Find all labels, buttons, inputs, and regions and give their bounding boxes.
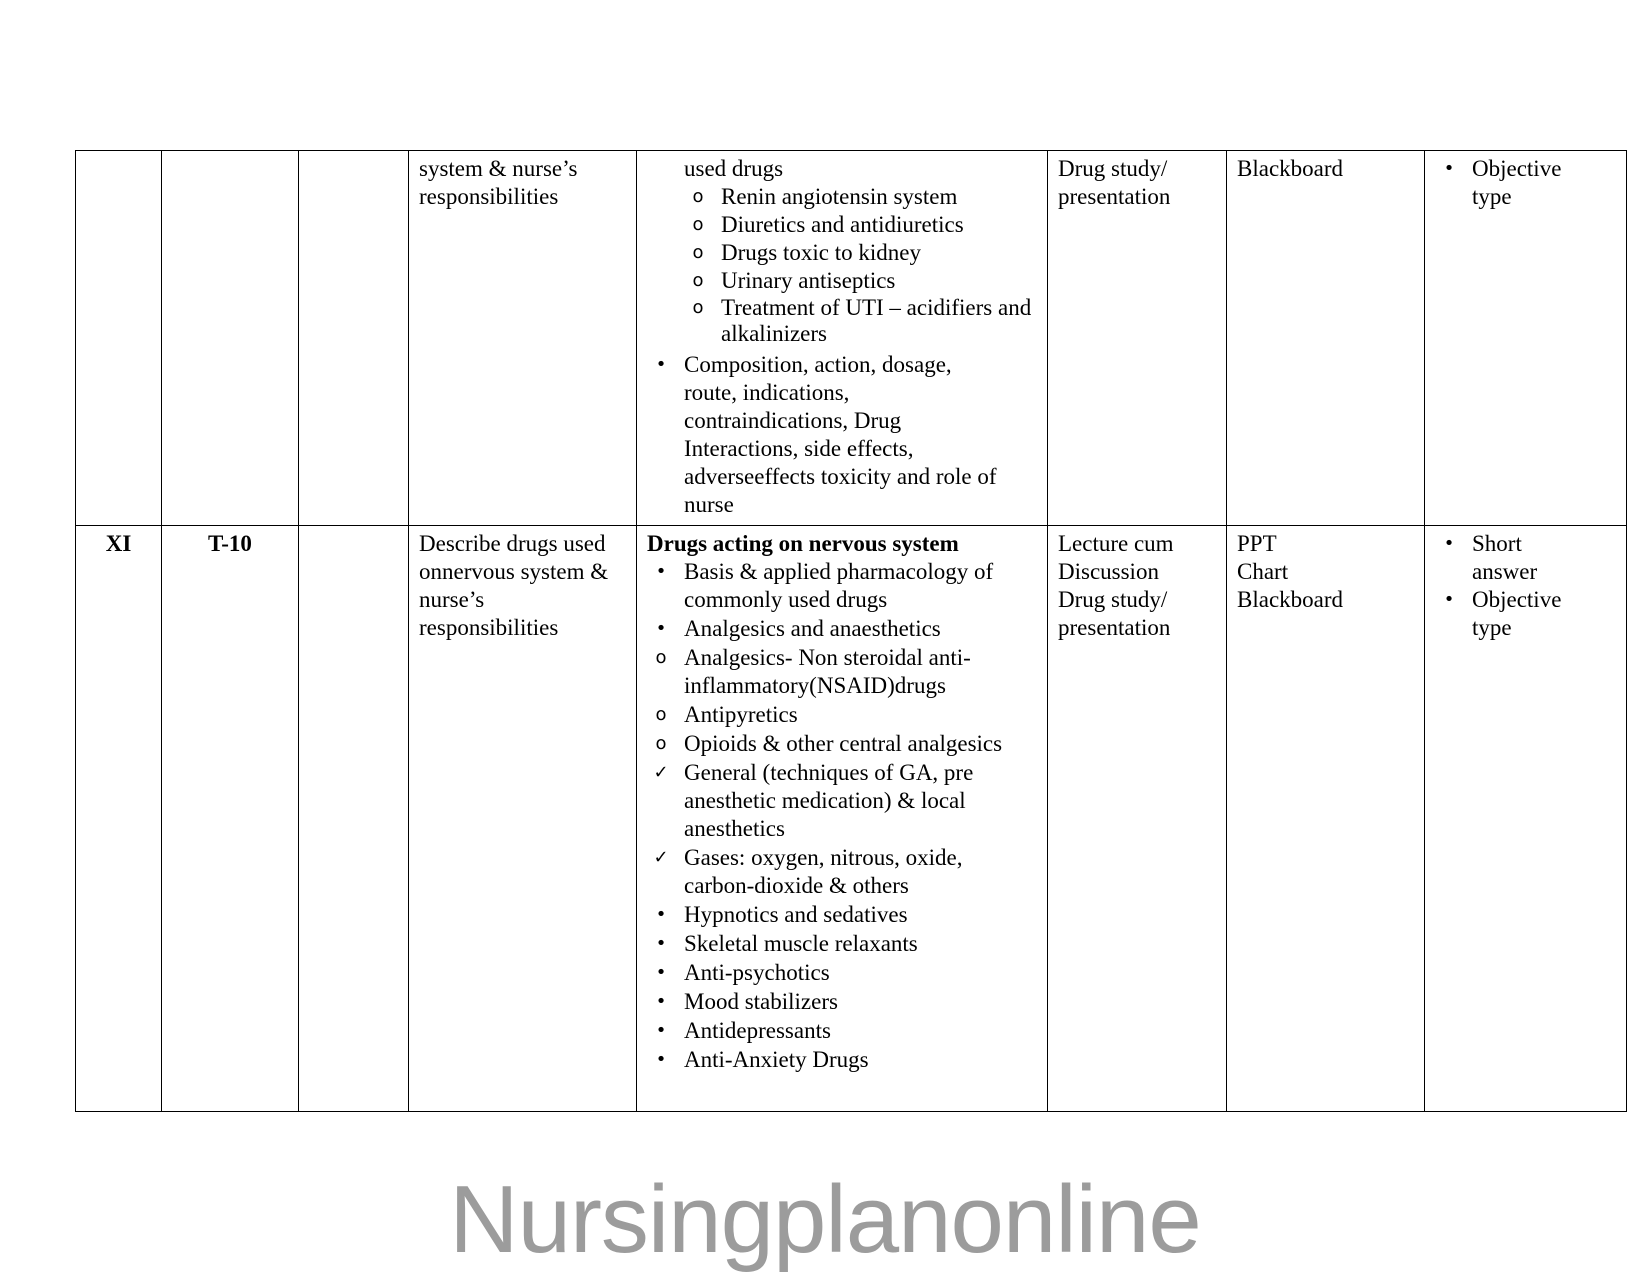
content-cell [637, 151, 1048, 526]
circle-bullet-icon: o [655, 733, 667, 754]
content-cell [637, 526, 1048, 1112]
list-item: • Short answer [1435, 530, 1576, 586]
list-item: • Skeletal muscle relaxants [647, 930, 1037, 958]
content-bullets [647, 351, 1037, 519]
circle-bullet-icon: o [692, 186, 704, 207]
list-item: o Renin angiotensin system [684, 183, 1037, 211]
list-item: o Treatment of UTI – acidifiers and alkalinizers [684, 295, 1037, 347]
method-line: Lecture cum [1058, 531, 1174, 556]
watermark: Nursingplanonline [449, 1166, 1201, 1273]
circle-bullet-icon: o [692, 214, 704, 235]
list-item: o Opioids & other central analgesics [647, 730, 1037, 758]
list-item: o Diuretics and antidiuretics [684, 211, 1037, 239]
blank-cell [299, 526, 409, 1112]
list-item: • Hypnotics and sedatives [647, 901, 1037, 929]
list-item: • Composition, action, dosage, route, indications, contraindications, Drug Interactions, side effects, adverseeffects toxicity and role of nurse [647, 351, 1037, 519]
content-intro: used drugs [684, 156, 784, 181]
checkmark-icon: ✓ [653, 762, 669, 783]
bullet-icon: • [655, 561, 667, 582]
bullet-icon: • [655, 354, 667, 375]
list-item: • Mood stabilizers [647, 988, 1037, 1016]
circle-bullet-icon: o [655, 647, 667, 668]
content-sublist [684, 183, 1037, 347]
evaluation-cell [1425, 151, 1627, 526]
objective-cell: Describe drugs used onnervous system & nurse’s responsibilities [409, 526, 637, 1112]
lesson-plan-table [75, 150, 1627, 1112]
list-item: • Anti-psychotics [647, 959, 1037, 987]
evaluation-list [1435, 530, 1616, 642]
bullet-icon: • [1443, 158, 1455, 179]
circle-bullet-icon: o [655, 704, 667, 725]
list-item: • Anti-Anxiety Drugs [647, 1046, 1037, 1074]
list-item: ✓ General (techniques of GA, pre anesthetic medication) & local anesthetics [647, 759, 1037, 843]
bullet-icon: • [655, 991, 667, 1012]
bullet-icon: • [655, 962, 667, 983]
media-line: Blackboard [1237, 156, 1344, 181]
list-item: o Antipyretics [647, 701, 1037, 729]
methods-cell [1048, 151, 1227, 526]
content-list [647, 558, 1037, 1074]
checkmark-icon: ✓ [653, 847, 669, 868]
list-item: o Analgesics- Non steroidal anti-inflammatory(NSAID)drugs [647, 644, 1037, 700]
methods-cell [1048, 526, 1227, 1112]
bullet-icon: • [1443, 589, 1455, 610]
time-cell: T-10 [162, 526, 299, 1112]
circle-bullet-icon: o [692, 242, 704, 263]
list-item: • Basis & applied pharmacology of commonly used drugs [647, 558, 1037, 614]
media-cell [1227, 151, 1425, 526]
method-line: presentation [1058, 184, 1171, 209]
table-row [76, 526, 1627, 1112]
list-item: o Drugs toxic to kidney [684, 239, 1037, 267]
media-line: Blackboard [1237, 587, 1344, 612]
blank-cell [299, 151, 409, 526]
bullet-icon: • [655, 1049, 667, 1070]
bullet-icon: • [1443, 533, 1455, 554]
evaluation-list [1435, 155, 1616, 211]
unit-cell: XI [76, 526, 162, 1112]
media-line: PPT [1237, 531, 1277, 556]
method-line: Drug study/ [1058, 587, 1168, 612]
unit-cell [76, 151, 162, 526]
media-cell [1227, 526, 1425, 1112]
time-cell [162, 151, 299, 526]
bullet-icon: • [655, 1020, 667, 1041]
list-item: • Objective type [1435, 155, 1586, 211]
method-line: presentation [1058, 615, 1171, 640]
list-item: ✓ Gases: oxygen, nitrous, oxide, carbon-dioxide & others [647, 844, 1037, 900]
circle-bullet-icon: o [692, 270, 704, 291]
list-item: • Objective type [1435, 586, 1576, 642]
list-item: o Urinary antiseptics [684, 267, 1037, 295]
table-row [76, 151, 1627, 526]
bullet-icon: • [655, 933, 667, 954]
evaluation-cell [1425, 526, 1627, 1112]
objective-cell: system & nurse’s responsibilities [409, 151, 637, 526]
list-item: • Analgesics and anaesthetics [647, 615, 1037, 643]
method-line: Drug study/ [1058, 156, 1168, 181]
circle-bullet-icon: o [692, 297, 704, 318]
list-item: • Antidepressants [647, 1017, 1037, 1045]
content-heading: Drugs acting on nervous system [647, 531, 959, 556]
bullet-icon: • [655, 618, 667, 639]
media-line: Chart [1237, 559, 1289, 584]
bullet-icon: • [655, 904, 667, 925]
method-line: Discussion [1058, 559, 1159, 584]
